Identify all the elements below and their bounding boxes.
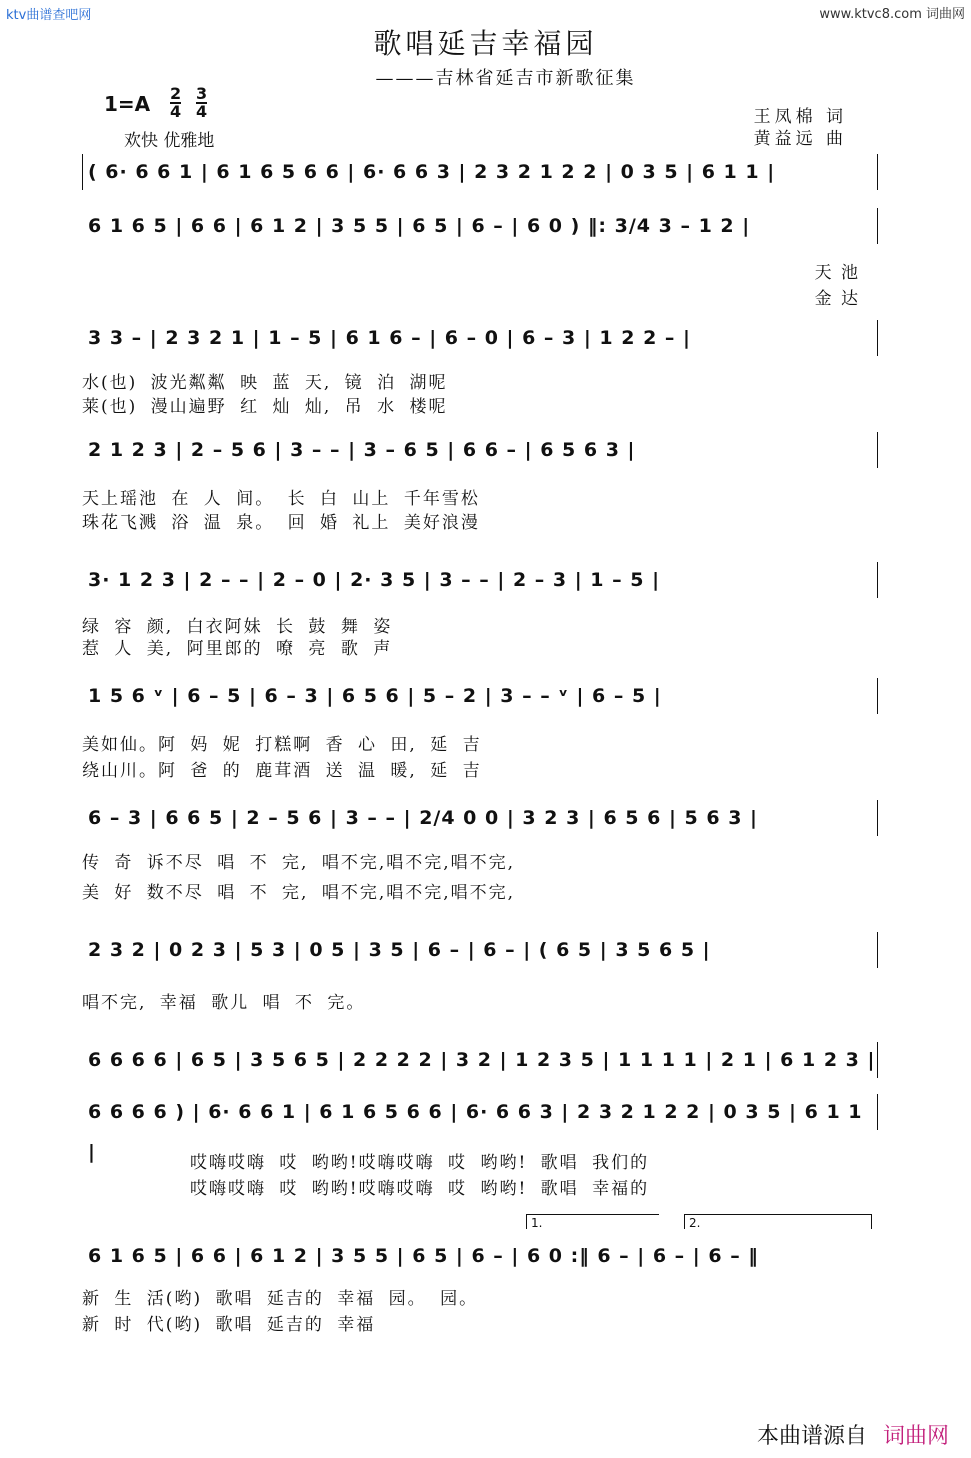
notation-text: 6 6 6 6 | 6 5 | 3 5 6 5 | 2 2 2 2 | 3 2 | 1 2 3 5 | 1 1 1 1 | 2 1 | 6 1 2 3 | xyxy=(88,1049,876,1071)
time-2-top: 3 xyxy=(196,84,208,103)
time-2-bottom: 4 xyxy=(196,102,208,121)
time-signature-2 xyxy=(196,86,207,120)
notation-line-9 xyxy=(82,1040,878,1080)
song-title: 歌唱延吉幸福园 xyxy=(373,27,598,60)
notation-line-8 xyxy=(82,930,878,970)
notation-text: 2 1 2 3 | 2 – 5 6 | 3 – – | 3 – 6 5 | 6 6 – | 6 5 6 3 | xyxy=(88,439,636,461)
notation-line-4 xyxy=(82,430,878,470)
first-ending-bracket: 1. xyxy=(526,1214,659,1229)
notation-text: ( 6· 6 6 1 | 6 1 6 5 6 6 | 6· 6 6 3 | 2 3 2 1 2 2 | 0 3 5 | 6 1 1 | xyxy=(88,161,776,183)
notation-line-7 xyxy=(82,798,878,838)
notation-line-11 xyxy=(82,1236,878,1276)
footer-site-link[interactable]: 词曲网 xyxy=(882,1424,949,1449)
notation-line-2 xyxy=(82,206,878,246)
time-1-bottom: 4 xyxy=(170,102,182,121)
second-ending-bracket: 2. xyxy=(684,1214,872,1229)
watermark-top-right: www.ktvc8.com 词曲网 xyxy=(819,7,965,22)
time-1-top: 2 xyxy=(170,84,182,103)
notation-text: 6 1 6 5 | 6 6 | 6 1 2 | 3 5 5 | 6 5 | 6 – | 6 0 ) ‖: 3/4 3 – 1 2 | xyxy=(88,215,751,237)
notation-text: 6 6 6 6 ) | 6· 6 6 1 | 6 1 6 5 6 6 | 6· 6 6 3 | 2 3 2 1 2 2 | 0 3 5 | 6 1 1 | xyxy=(88,1101,863,1163)
composer-credit: 黄益远 曲 xyxy=(753,129,847,149)
notation-text: 6 – 3 | 6 6 5 | 2 – 5 6 | 3 – – | 2/4 0 0 | 3 2 3 | 6 5 6 | 5 6 3 | xyxy=(88,807,758,829)
notation-line-1 xyxy=(82,152,878,192)
key-signature: 1=A xyxy=(104,92,151,116)
notation-text: 2 3 2 | 0 2 3 | 5 3 | 0 5 | 3 5 | 6 – | 6 – | ( 6 5 | 3 5 6 5 | xyxy=(88,939,711,961)
notation-line-3 xyxy=(82,318,878,358)
watermark-top-left: ktv曲谱查吧网 xyxy=(6,8,92,23)
footer-source-text: 本曲谱源自 xyxy=(756,1424,867,1449)
notation-text: 3· 1 2 3 | 2 – – | 2 – 0 | 2· 3 5 | 3 – – | 2 – 3 | 1 – 5 | xyxy=(88,569,661,591)
lyricist-credit: 王凤棉 词 xyxy=(753,107,847,127)
tempo-marking: 欢快 优雅地 xyxy=(124,131,215,151)
notation-text: 6 1 6 5 | 6 6 | 6 1 2 | 3 5 5 | 6 5 | 6 – | 6 0 :‖ 6 – | 6 – | 6 – ‖ xyxy=(88,1245,759,1267)
time-signature-1 xyxy=(170,86,181,120)
song-subtitle: ———吉林省延吉市新歌征集 xyxy=(375,68,636,89)
notation-text: 3 3 – | 2 3 2 1 | 1 – 5 | 6 1 6 – | 6 – 0 | 6 – 3 | 1 2 2 – | xyxy=(88,327,691,349)
footer-source xyxy=(757,1419,949,1450)
notation-line-6 xyxy=(82,676,878,716)
notation-text: 1 5 6 ᵛ | 6 – 5 | 6 – 3 | 6 5 6 | 5 – 2 | 3 – – ᵛ | 6 – 5 | xyxy=(88,685,662,707)
notation-line-5 xyxy=(82,560,878,600)
notation-line-10 xyxy=(82,1092,878,1163)
